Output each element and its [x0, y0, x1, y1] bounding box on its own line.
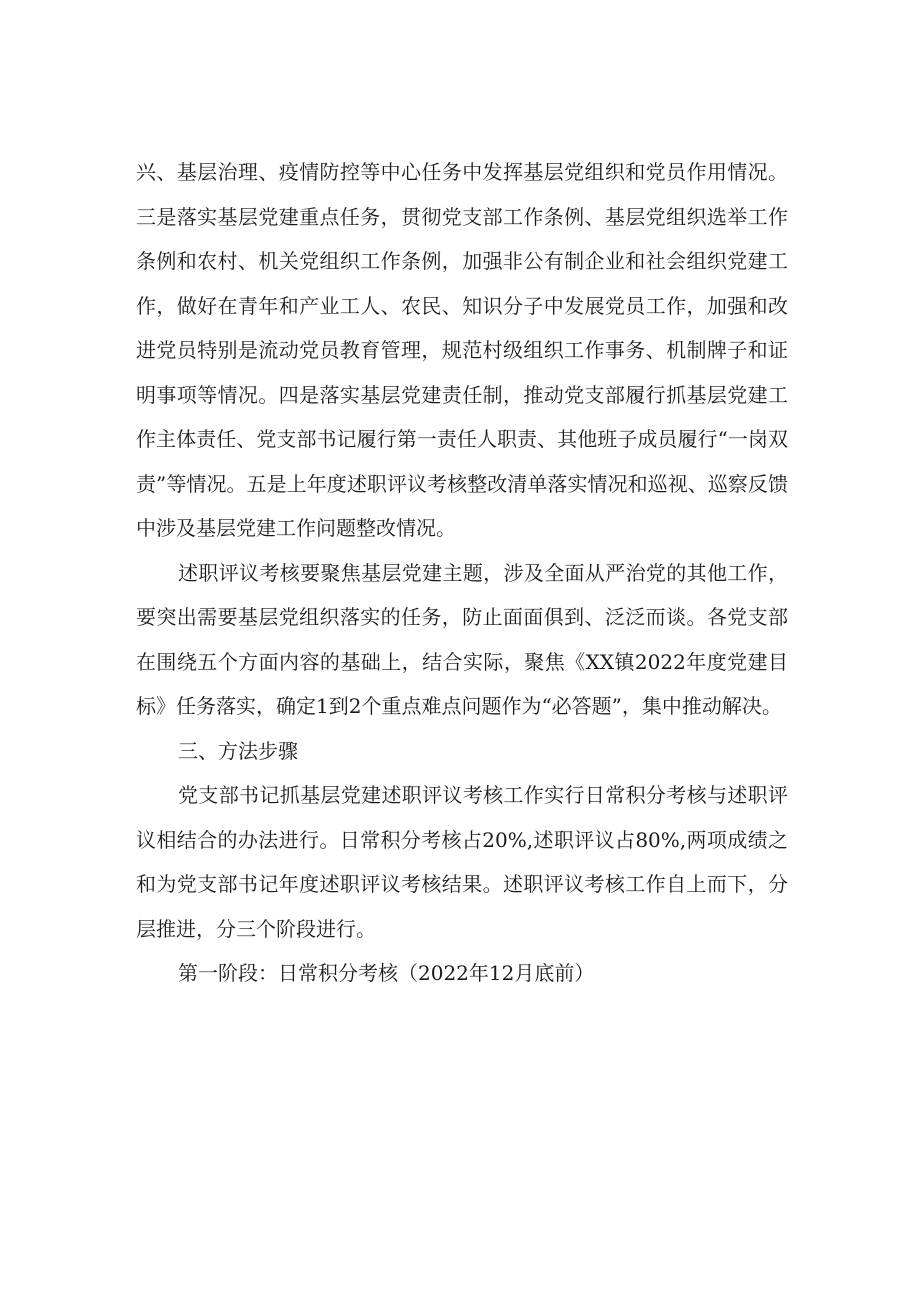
paragraph-method-description: 党支部书记抓基层党建述职评议考核工作实行日常积分考核与述职评议相结合的办法进行。日常积分考核占20%,述职评议占80%,两项成绩之和为党支部书记年度述职评议考核结果。述职评议考核工作自上而下，分层推进，分三个阶段进行。 — [136, 783, 788, 941]
document-body — [136, 150, 788, 996]
paragraph-continuation: 兴、基层治理、疫情防控等中心任务中发挥基层党组织和党员作用情况。三是落实基层党建重点任务，贯彻党支部工作条例、基层党组织选举工作条例和农村、机关党组织工作条例，加强非公有制企业和社会组织党建工作，做好在青年和产业工人、农民、知识分子中发展党员工作，加强和改进党员特别是流动党员教育管理，规范村级组织工作事务、机制牌子和证明事项等情况。四是落实基层党建责任制，推动党支部履行抓基层党建工作主体责任、党支部书记履行第一责任人职责、其他班子成员履行“一岗双责”等情况。五是上年度述职评议考核整改清单落实情况和巡视、巡察反馈中涉及基层党建工作问题整改情况。 — [136, 160, 788, 540]
stage-one-heading: 第一阶段：日常积分考核（2022年12月底前） — [178, 961, 595, 985]
section-heading-methods: 三、方法步骤 — [178, 738, 298, 763]
paragraph-focus-requirements: 述职评议考核要聚焦基层党建主题，涉及全面从严治党的其他工作，要突出需要基层党组织落实的任务，防止面面俱到、泛泛而谈。各党支部在围绕五个方面内容的基础上，结合实际，聚焦《XX镇2022年度党建目标》任务落实，确定1到2个重点难点问题作为“必答题”，集中推动解决。 — [136, 560, 788, 718]
